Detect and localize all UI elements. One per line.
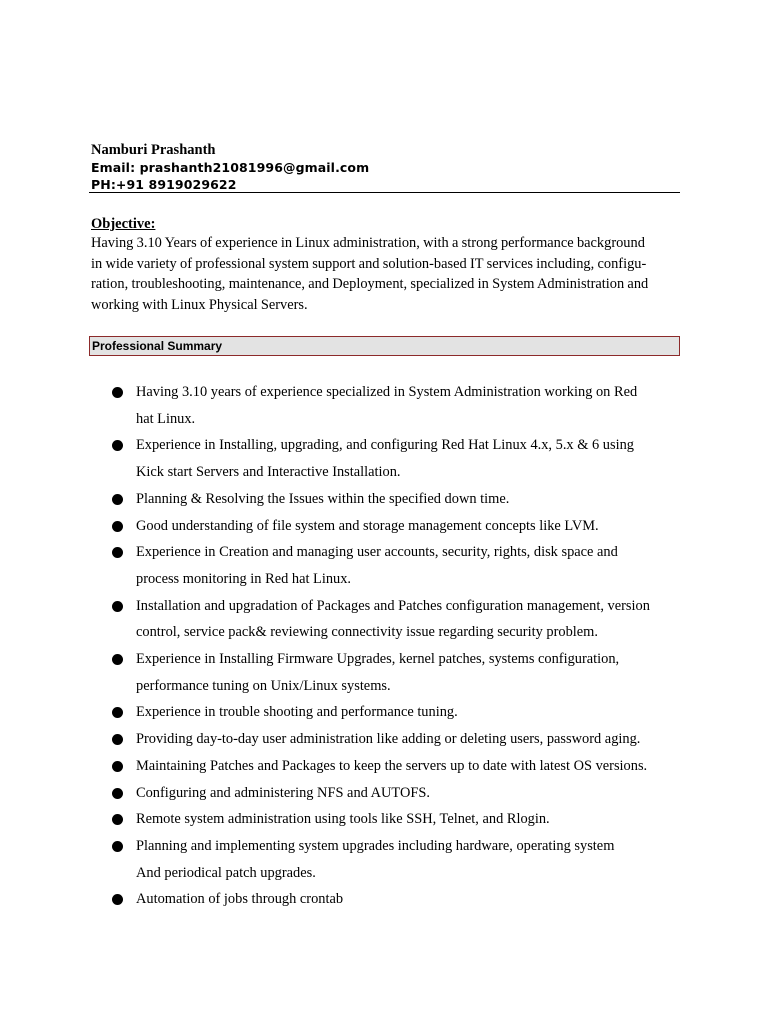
- summary-item-line: Good understanding of file system and storage management concepts like LVM.: [136, 517, 599, 534]
- summary-item-line: hat Linux.: [136, 410, 196, 427]
- objective-text: [91, 233, 681, 315]
- summary-item-line: Kick start Servers and Interactive Installation.: [136, 464, 401, 481]
- professional-summary-title: Professional Summary: [92, 339, 223, 353]
- bullet-dot-icon: [112, 521, 123, 532]
- bullet-dot-icon: [112, 387, 123, 398]
- summary-item-line: Remote system administration using tools like SSH, Telnet, and Rlogin.: [136, 811, 550, 828]
- objective-heading: Objective:: [91, 216, 156, 232]
- summary-item-line: Having 3.10 years of experience specialized in System Administration working on Red: [136, 384, 638, 400]
- bullet-dot-icon: [112, 547, 123, 558]
- objective-line: in wide variety of professional system support and solution-based IT services including, configu-: [91, 255, 647, 272]
- bullet-dot-icon: [112, 601, 123, 612]
- objective-section: [91, 215, 681, 315]
- bullet-dot-icon: [112, 734, 123, 745]
- email-line: Email: prashanth21081996@gmail.com: [91, 160, 370, 175]
- bullet-dot-icon: [112, 440, 123, 451]
- bullet-dot-icon: [112, 894, 123, 905]
- summary-item-line: Experience in Installing Firmware Upgrades, kernel patches, systems configuration,: [136, 651, 620, 667]
- bullet-dot-icon: [112, 761, 123, 772]
- summary-item-line: Experience in trouble shooting and performance tuning.: [136, 704, 458, 721]
- objective-line: ration, troubleshooting, maintenance, and Deployment, specialized in System Administration and: [91, 276, 649, 293]
- summary-item-line: Experience in Installing, upgrading, and configuring Red Hat Linux 4.x, 5.x & 6 using: [136, 437, 634, 454]
- bullet-dot-icon: [112, 654, 123, 665]
- summary-item-line: Installation and upgradation of Packages and Patches configuration management, version: [136, 597, 650, 614]
- summary-item-line: Planning & Resolving the Issues within the specified down time.: [136, 490, 510, 507]
- bullet-dot-icon: [112, 814, 123, 825]
- contact-header: [91, 142, 681, 193]
- bullet-dot-icon: [112, 494, 123, 505]
- summary-item-line: Experience in Creation and managing user accounts, security, rights, disk space and: [136, 544, 618, 561]
- bullet-dot-icon: [112, 707, 123, 718]
- summary-item-line: process monitoring in Red hat Linux.: [136, 570, 352, 587]
- summary-item-line: Automation of jobs through crontab: [136, 891, 344, 908]
- summary-item-line: control, service pack& reviewing connectivity issue regarding security problem.: [136, 624, 598, 641]
- summary-item-line: Configuring and administering NFS and AUTOFS.: [136, 784, 430, 801]
- professional-summary-bar: [89, 336, 680, 356]
- objective-line: working with Linux Physical Servers.: [91, 296, 308, 313]
- objective-line: Having 3.10 Years of experience in Linux administration, with a strong performance background: [91, 235, 645, 251]
- summary-item-line: Providing day-to-day user administration like adding or deleting users, password aging.: [136, 731, 641, 748]
- summary-item-line: Planning and implementing system upgrades including hardware, operating system: [136, 837, 615, 854]
- bullet-dot-icon: [112, 841, 123, 852]
- bullet-dot-icon: [112, 788, 123, 799]
- summary-item-line: And periodical patch upgrades.: [136, 864, 316, 881]
- summary-item-line: performance tuning on Unix/Linux systems.: [136, 677, 391, 694]
- header-divider: [89, 192, 680, 193]
- candidate-name: Namburi Prashanth: [91, 142, 216, 158]
- summary-item-line: Maintaining Patches and Packages to keep the servers up to date with latest OS versions.: [136, 757, 648, 774]
- phone-line: PH:+91 8919029622: [91, 177, 237, 192]
